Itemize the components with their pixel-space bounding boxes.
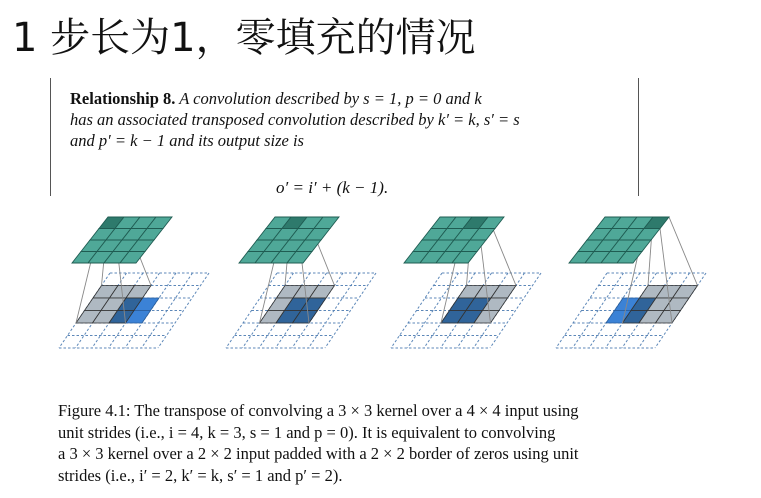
relationship-text-3: and p′ = k − 1 and its output size is — [70, 131, 304, 150]
transposed-convolution-figure — [0, 205, 761, 355]
relationship-block — [70, 88, 630, 151]
page-heading: 1 步长为1，零填充的情况 — [12, 15, 476, 61]
output-size-formula: o′ = i′ + (k − 1). — [276, 178, 389, 197]
figure-caption — [58, 400, 728, 486]
caption-line-4: strides (i.e., i′ = 2, k′ = k, s′ = 1 and p′ = 2). — [58, 465, 343, 485]
caption-line-3: a 3 × 3 kernel over a 2 × 2 input padded with a 2 × 2 border of zeros using unit — [58, 444, 579, 463]
projection-line — [669, 217, 698, 286]
caption-line-1: Figure 4.1: The transpose of convolving a 3 × 3 kernel over a 4 × 4 input using — [58, 401, 579, 420]
figure-panel-2 — [226, 217, 376, 348]
relationship-text-1: A convolution described by s = 1, p = 0 and k — [179, 89, 482, 108]
figure-panel-1 — [59, 217, 209, 348]
relationship-line-1 — [70, 88, 630, 109]
relationship-label: Relationship 8. — [70, 89, 176, 108]
figure-panel-3 — [391, 217, 541, 348]
figure-panel-4 — [556, 217, 706, 348]
box-left-rule — [50, 78, 51, 196]
box-right-rule — [638, 78, 639, 196]
caption-line-2: unit strides (i.e., i = 4, k = 3, s = 1 and p = 0). It is equivalent to convolving — [58, 422, 556, 442]
relationship-text-2: has an associated transposed convolution described by k′ = k, s′ = s — [70, 110, 520, 129]
